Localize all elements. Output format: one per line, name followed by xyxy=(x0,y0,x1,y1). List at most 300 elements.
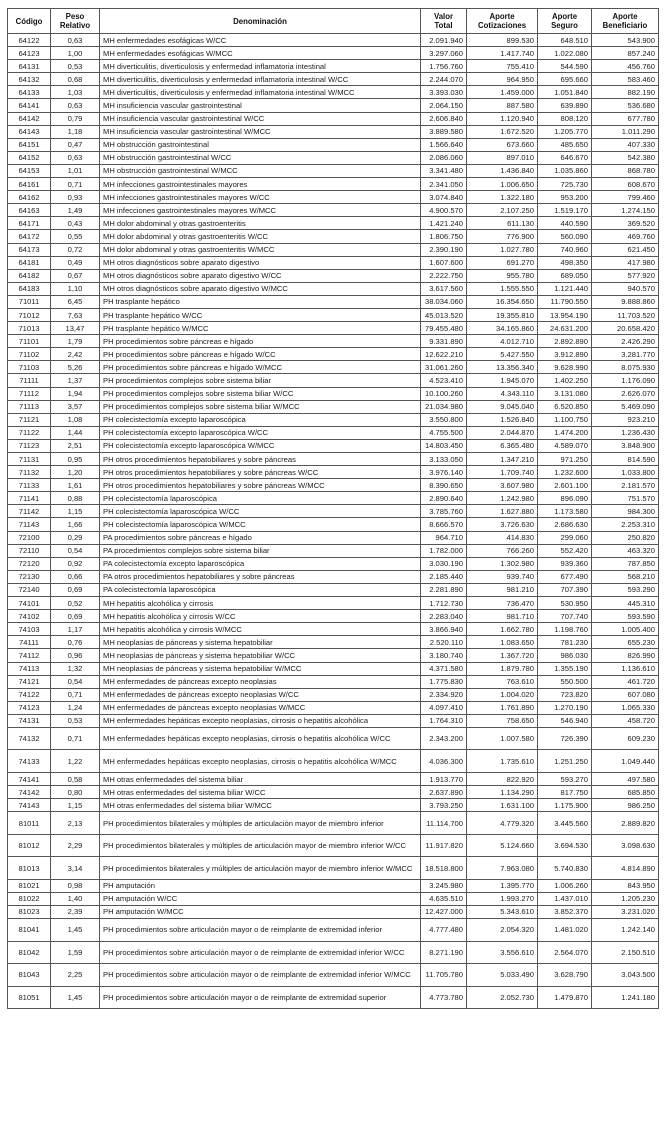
cell-codigo: 64162 xyxy=(8,191,51,204)
cell-peso-relativo: 2,51 xyxy=(51,439,100,452)
cell-aporte-beneficiario: 1.236.430 xyxy=(592,426,659,439)
cell-aporte-beneficiario: 3.281.770 xyxy=(592,348,659,361)
cell-aporte-seguro: 939.360 xyxy=(538,557,592,570)
cell-aporte-seguro: 299.060 xyxy=(538,531,592,544)
cell-aporte-cotizaciones: 1.436.840 xyxy=(467,164,538,177)
header-codigo: Código xyxy=(8,9,51,34)
cell-codigo: 81021 xyxy=(8,879,51,892)
cell-peso-relativo: 1,45 xyxy=(51,986,100,1009)
cell-denominacion: PH colecistectomía laparoscópica xyxy=(100,492,421,505)
cell-peso-relativo: 1,17 xyxy=(51,623,100,636)
cell-aporte-seguro: 953.200 xyxy=(538,191,592,204)
header-aporte-cotizaciones: Aporte Cotizaciones xyxy=(467,9,538,34)
cell-aporte-cotizaciones: 939.740 xyxy=(467,570,538,583)
cell-aporte-beneficiario: 608.670 xyxy=(592,178,659,191)
cell-aporte-beneficiario: 417.980 xyxy=(592,256,659,269)
cell-valor-total: 4.036.300 xyxy=(421,750,467,773)
cell-aporte-beneficiario: 843.950 xyxy=(592,879,659,892)
cell-denominacion: PH procedimientos bilaterales y múltiples de articulación mayor de miembro inferior W/CC xyxy=(100,834,421,857)
table-row xyxy=(8,125,659,138)
table-row xyxy=(8,230,659,243)
cell-peso-relativo: 1,59 xyxy=(51,941,100,964)
header-valor-total: Valor Total xyxy=(421,9,467,34)
cell-aporte-cotizaciones: 414.830 xyxy=(467,531,538,544)
table-row xyxy=(8,348,659,361)
cell-aporte-seguro: 639.890 xyxy=(538,99,592,112)
cell-valor-total: 1.421.240 xyxy=(421,217,467,230)
cell-aporte-cotizaciones: 897.010 xyxy=(467,151,538,164)
table-row xyxy=(8,570,659,583)
cell-denominacion: PH procedimientos sobre articulación mayor o de reimplante de extremidad superior xyxy=(100,986,421,1009)
cell-aporte-cotizaciones: 887.580 xyxy=(467,99,538,112)
cell-peso-relativo: 0,95 xyxy=(51,453,100,466)
cell-aporte-seguro: 11.790.550 xyxy=(538,295,592,308)
cell-denominacion: MH neoplasias de páncreas y sistema hepatobiliar W/MCC xyxy=(100,662,421,675)
cell-valor-total: 3.785.760 xyxy=(421,505,467,518)
cell-codigo: 81013 xyxy=(8,857,51,880)
cell-aporte-beneficiario: 407.330 xyxy=(592,138,659,151)
table-row xyxy=(8,812,659,835)
cell-aporte-cotizaciones: 1.735.610 xyxy=(467,750,538,773)
cell-valor-total: 964.710 xyxy=(421,531,467,544)
cell-valor-total: 3.889.580 xyxy=(421,125,467,138)
cell-codigo: 71103 xyxy=(8,361,51,374)
cell-valor-total: 79.455.480 xyxy=(421,322,467,335)
cell-codigo: 64123 xyxy=(8,47,51,60)
cell-aporte-cotizaciones: 2.107.250 xyxy=(467,204,538,217)
cell-codigo: 74142 xyxy=(8,786,51,799)
cell-denominacion: MH insuficiencia vascular gastrointestinal xyxy=(100,99,421,112)
cell-denominacion: PA colecistectomía laparoscópica xyxy=(100,583,421,596)
cell-aporte-seguro: 498.350 xyxy=(538,256,592,269)
cell-aporte-cotizaciones: 1.367.720 xyxy=(467,649,538,662)
table-row xyxy=(8,387,659,400)
cell-codigo: 64122 xyxy=(8,34,51,47)
cell-peso-relativo: 1,01 xyxy=(51,164,100,177)
cell-denominacion: MH diverticulitis, diverticulosis y enfermedad inflamatoria intestinal xyxy=(100,60,421,73)
cell-aporte-cotizaciones: 822.920 xyxy=(467,772,538,785)
cell-denominacion: MH obstrucción gastrointestinal W/MCC xyxy=(100,164,421,177)
cell-aporte-cotizaciones: 1.879.780 xyxy=(467,662,538,675)
cell-valor-total: 2.244.070 xyxy=(421,73,467,86)
cell-aporte-seguro: 544.590 xyxy=(538,60,592,73)
cell-aporte-beneficiario: 250.820 xyxy=(592,531,659,544)
cell-aporte-cotizaciones: 1.631.100 xyxy=(467,799,538,812)
header-aporte-beneficiario: Aporte Beneficiario xyxy=(592,9,659,34)
cell-denominacion: PH otros procedimientos hepatobiliares y sobre páncreas xyxy=(100,453,421,466)
cell-valor-total: 10.100.260 xyxy=(421,387,467,400)
cell-codigo: 74111 xyxy=(8,636,51,649)
cell-aporte-beneficiario: 20.658.420 xyxy=(592,322,659,335)
cell-valor-total: 2.343.200 xyxy=(421,727,467,750)
table-row xyxy=(8,879,659,892)
cell-valor-total: 3.866.940 xyxy=(421,623,467,636)
cell-aporte-beneficiario: 826.990 xyxy=(592,649,659,662)
cell-aporte-cotizaciones: 1.555.550 xyxy=(467,282,538,295)
cell-aporte-beneficiario: 463.320 xyxy=(592,544,659,557)
cell-aporte-seguro: 1.006.260 xyxy=(538,879,592,892)
cell-aporte-cotizaciones: 1.672.520 xyxy=(467,125,538,138)
cell-peso-relativo: 0,49 xyxy=(51,256,100,269)
cell-codigo: 74143 xyxy=(8,799,51,812)
cell-aporte-beneficiario: 621.450 xyxy=(592,243,659,256)
cell-denominacion: MH dolor abdominal y otras gastroenteritis W/MCC xyxy=(100,243,421,256)
cell-aporte-seguro: 1.173.580 xyxy=(538,505,592,518)
cell-peso-relativo: 0,68 xyxy=(51,73,100,86)
cell-aporte-seguro: 4.589.070 xyxy=(538,439,592,452)
table-row xyxy=(8,964,659,987)
cell-aporte-seguro: 1.251.250 xyxy=(538,750,592,773)
cell-codigo: 64133 xyxy=(8,86,51,99)
cell-aporte-cotizaciones: 3.607.980 xyxy=(467,479,538,492)
cell-aporte-seguro: 440.590 xyxy=(538,217,592,230)
cell-peso-relativo: 0,63 xyxy=(51,34,100,47)
table-row xyxy=(8,941,659,964)
cell-peso-relativo: 3,14 xyxy=(51,857,100,880)
cell-denominacion: PH amputación W/MCC xyxy=(100,905,421,918)
cell-aporte-cotizaciones: 691.270 xyxy=(467,256,538,269)
cell-aporte-seguro: 593.270 xyxy=(538,772,592,785)
cell-aporte-cotizaciones: 1.004.020 xyxy=(467,688,538,701)
cell-codigo: 64131 xyxy=(8,60,51,73)
cell-peso-relativo: 0,76 xyxy=(51,636,100,649)
cell-codigo: 71122 xyxy=(8,426,51,439)
cell-aporte-cotizaciones: 13.356.340 xyxy=(467,361,538,374)
cell-aporte-seguro: 1.270.190 xyxy=(538,701,592,714)
cell-valor-total: 1.806.750 xyxy=(421,230,467,243)
table-row xyxy=(8,86,659,99)
cell-codigo: 81051 xyxy=(8,986,51,1009)
cell-aporte-cotizaciones: 3.726.630 xyxy=(467,518,538,531)
cell-valor-total: 2.890.640 xyxy=(421,492,467,505)
cell-denominacion: MH hepatitis alcohólica y cirrosis xyxy=(100,597,421,610)
table-row xyxy=(8,701,659,714)
cell-denominacion: PH amputación W/CC xyxy=(100,892,421,905)
cell-aporte-seguro: 723.820 xyxy=(538,688,592,701)
cell-aporte-seguro: 707.390 xyxy=(538,583,592,596)
cell-aporte-beneficiario: 445.310 xyxy=(592,597,659,610)
cell-aporte-cotizaciones: 766.260 xyxy=(467,544,538,557)
cell-valor-total: 3.793.250 xyxy=(421,799,467,812)
cell-aporte-seguro: 1.481.020 xyxy=(538,919,592,942)
table-row xyxy=(8,466,659,479)
table-row xyxy=(8,217,659,230)
cell-denominacion: MH enfermedades de páncreas excepto neoplasias W/CC xyxy=(100,688,421,701)
cell-aporte-beneficiario: 685.850 xyxy=(592,786,659,799)
cell-aporte-cotizaciones: 1.120.940 xyxy=(467,112,538,125)
cell-denominacion: MH hepatitis alcohólica y cirrosis W/MCC xyxy=(100,623,421,636)
cell-valor-total: 45.013.520 xyxy=(421,308,467,321)
cell-aporte-seguro: 2.892.890 xyxy=(538,335,592,348)
cell-aporte-seguro: 9.628.990 xyxy=(538,361,592,374)
cell-peso-relativo: 0,79 xyxy=(51,112,100,125)
cell-aporte-beneficiario: 593.290 xyxy=(592,583,659,596)
cell-denominacion: PH procedimientos bilaterales y múltiples de articulación mayor de miembro inferior xyxy=(100,812,421,835)
cell-valor-total: 2.606.840 xyxy=(421,112,467,125)
cell-aporte-seguro: 2.686.630 xyxy=(538,518,592,531)
cell-valor-total: 4.097.410 xyxy=(421,701,467,714)
cell-aporte-beneficiario: 497.580 xyxy=(592,772,659,785)
cell-peso-relativo: 1,20 xyxy=(51,466,100,479)
table-row xyxy=(8,772,659,785)
table-row xyxy=(8,112,659,125)
cell-peso-relativo: 2,42 xyxy=(51,348,100,361)
cell-peso-relativo: 0,54 xyxy=(51,544,100,557)
cell-aporte-beneficiario: 677.780 xyxy=(592,112,659,125)
cell-aporte-seguro: 3.852.370 xyxy=(538,905,592,918)
cell-valor-total: 1.913.770 xyxy=(421,772,467,785)
cell-aporte-seguro: 1.022.080 xyxy=(538,47,592,60)
cell-aporte-beneficiario: 369.520 xyxy=(592,217,659,230)
cell-aporte-beneficiario: 2.181.570 xyxy=(592,479,659,492)
cell-aporte-beneficiario: 814.590 xyxy=(592,453,659,466)
table-row xyxy=(8,544,659,557)
cell-peso-relativo: 1,22 xyxy=(51,750,100,773)
cell-valor-total: 31.061.260 xyxy=(421,361,467,374)
table-row xyxy=(8,361,659,374)
cell-aporte-beneficiario: 607.080 xyxy=(592,688,659,701)
cell-codigo: 64161 xyxy=(8,178,51,191)
cell-aporte-seguro: 485.650 xyxy=(538,138,592,151)
table-header-row xyxy=(8,9,659,34)
cell-aporte-seguro: 1.519.170 xyxy=(538,204,592,217)
table-row xyxy=(8,243,659,256)
cell-codigo: 64173 xyxy=(8,243,51,256)
cell-denominacion: MH infecciones gastrointestinales mayores W/CC xyxy=(100,191,421,204)
cell-denominacion: PH colecistectomía excepto laparoscópica xyxy=(100,413,421,426)
cell-denominacion: PH procedimientos sobre articulación mayor o de reimplante de extremidad inferior W/CC xyxy=(100,941,421,964)
cell-peso-relativo: 0,66 xyxy=(51,570,100,583)
cell-aporte-seguro: 971.250 xyxy=(538,453,592,466)
cell-codigo: 81043 xyxy=(8,964,51,987)
table-row xyxy=(8,269,659,282)
cell-aporte-beneficiario: 1.005.400 xyxy=(592,623,659,636)
cell-aporte-cotizaciones: 1.417.740 xyxy=(467,47,538,60)
cell-valor-total: 11.917.820 xyxy=(421,834,467,857)
cell-denominacion: MH diverticulitis, diverticulosis y enfermedad inflamatoria intestinal W/CC xyxy=(100,73,421,86)
cell-denominacion: PH procedimientos sobre articulación mayor o de reimplante de extremidad inferior xyxy=(100,919,421,942)
cell-valor-total: 1.764.310 xyxy=(421,714,467,727)
cell-codigo: 71113 xyxy=(8,400,51,413)
cell-peso-relativo: 0,88 xyxy=(51,492,100,505)
table-row xyxy=(8,453,659,466)
cell-aporte-seguro: 13.954.190 xyxy=(538,308,592,321)
cell-peso-relativo: 0,63 xyxy=(51,99,100,112)
cell-peso-relativo: 0,52 xyxy=(51,597,100,610)
cell-denominacion: PH colecistectomía excepto laparoscópica W/MCC xyxy=(100,439,421,452)
cell-aporte-beneficiario: 543.900 xyxy=(592,34,659,47)
cell-denominacion: PH colecistectomía excepto laparoscópica W/CC xyxy=(100,426,421,439)
cell-valor-total: 2.222.750 xyxy=(421,269,467,282)
cell-valor-total: 4.777.480 xyxy=(421,919,467,942)
cell-aporte-cotizaciones: 5.343.610 xyxy=(467,905,538,918)
cell-aporte-beneficiario: 787.850 xyxy=(592,557,659,570)
cell-denominacion: MH otras enfermedades del sistema biliar xyxy=(100,772,421,785)
cell-denominacion: PH otros procedimientos hepatobiliares y sobre páncreas W/MCC xyxy=(100,479,421,492)
cell-peso-relativo: 0,71 xyxy=(51,727,100,750)
cell-denominacion: MH hepatitis alcohólica y cirrosis W/CC xyxy=(100,610,421,623)
cell-aporte-cotizaciones: 2.052.730 xyxy=(467,986,538,1009)
cell-aporte-seguro: 3.628.790 xyxy=(538,964,592,987)
cell-valor-total: 2.637.890 xyxy=(421,786,467,799)
cell-aporte-cotizaciones: 1.627.880 xyxy=(467,505,538,518)
cell-valor-total: 12.622.210 xyxy=(421,348,467,361)
cell-aporte-cotizaciones: 1.007.580 xyxy=(467,727,538,750)
cell-denominacion: PH colecistectomía laparoscópica W/CC xyxy=(100,505,421,518)
table-row xyxy=(8,400,659,413)
cell-aporte-beneficiario: 2.253.310 xyxy=(592,518,659,531)
cell-codigo: 64152 xyxy=(8,151,51,164)
cell-valor-total: 2.064.150 xyxy=(421,99,467,112)
cell-codigo: 71112 xyxy=(8,387,51,400)
cell-codigo: 71121 xyxy=(8,413,51,426)
cell-aporte-seguro: 1.121.440 xyxy=(538,282,592,295)
cell-aporte-seguro: 1.100.750 xyxy=(538,413,592,426)
table-row xyxy=(8,727,659,750)
cell-codigo: 71141 xyxy=(8,492,51,505)
cell-aporte-beneficiario: 593.590 xyxy=(592,610,659,623)
cell-peso-relativo: 1,15 xyxy=(51,799,100,812)
cell-aporte-cotizaciones: 1.134.290 xyxy=(467,786,538,799)
cell-aporte-beneficiario: 469.760 xyxy=(592,230,659,243)
cell-denominacion: MH neoplasias de páncreas y sistema hepatobiliar xyxy=(100,636,421,649)
cell-aporte-beneficiario: 923.210 xyxy=(592,413,659,426)
cell-aporte-beneficiario: 11.703.520 xyxy=(592,308,659,321)
cell-peso-relativo: 0,96 xyxy=(51,649,100,662)
table-row xyxy=(8,662,659,675)
cell-aporte-beneficiario: 4.814.890 xyxy=(592,857,659,880)
cell-valor-total: 3.074.840 xyxy=(421,191,467,204)
cell-peso-relativo: 1,32 xyxy=(51,662,100,675)
cell-peso-relativo: 2,13 xyxy=(51,812,100,835)
cell-aporte-beneficiario: 3.231.020 xyxy=(592,905,659,918)
cell-denominacion: PH procedimientos complejos sobre sistema biliar xyxy=(100,374,421,387)
cell-aporte-cotizaciones: 1.945.070 xyxy=(467,374,538,387)
cell-denominacion: MH infecciones gastrointestinales mayores W/MCC xyxy=(100,204,421,217)
cell-codigo: 64153 xyxy=(8,164,51,177)
cell-peso-relativo: 0,71 xyxy=(51,688,100,701)
table-row xyxy=(8,714,659,727)
cell-valor-total: 4.523.410 xyxy=(421,374,467,387)
cell-aporte-beneficiario: 984.300 xyxy=(592,505,659,518)
cell-codigo: 81023 xyxy=(8,905,51,918)
cell-denominacion: PA procedimientos complejos sobre sistema biliar xyxy=(100,544,421,557)
cell-aporte-cotizaciones: 3.556.610 xyxy=(467,941,538,964)
cell-aporte-cotizaciones: 4.012.710 xyxy=(467,335,538,348)
cell-aporte-cotizaciones: 981.210 xyxy=(467,583,538,596)
cell-aporte-seguro: 725.730 xyxy=(538,178,592,191)
cell-aporte-cotizaciones: 16.354.650 xyxy=(467,295,538,308)
cell-denominacion: PH amputación xyxy=(100,879,421,892)
cell-aporte-beneficiario: 458.720 xyxy=(592,714,659,727)
cell-aporte-seguro: 817.750 xyxy=(538,786,592,799)
table-row xyxy=(8,34,659,47)
cell-aporte-cotizaciones: 1.662.780 xyxy=(467,623,538,636)
cell-denominacion: MH obstrucción gastrointestinal W/CC xyxy=(100,151,421,164)
cell-aporte-beneficiario: 2.426.290 xyxy=(592,335,659,348)
cell-aporte-beneficiario: 1.241.180 xyxy=(592,986,659,1009)
cell-peso-relativo: 0,80 xyxy=(51,786,100,799)
cell-peso-relativo: 1,15 xyxy=(51,505,100,518)
table-row xyxy=(8,610,659,623)
cell-aporte-seguro: 677.490 xyxy=(538,570,592,583)
cell-aporte-beneficiario: 1.033.800 xyxy=(592,466,659,479)
cell-aporte-cotizaciones: 2.044.870 xyxy=(467,426,538,439)
cell-codigo: 71013 xyxy=(8,322,51,335)
cell-aporte-cotizaciones: 899.530 xyxy=(467,34,538,47)
cell-codigo: 74122 xyxy=(8,688,51,701)
cell-denominacion: MH dolor abdominal y otras gastroenteritis xyxy=(100,217,421,230)
cell-aporte-beneficiario: 8.075.930 xyxy=(592,361,659,374)
cell-peso-relativo: 1,44 xyxy=(51,426,100,439)
cell-aporte-beneficiario: 536.680 xyxy=(592,99,659,112)
grd-price-table xyxy=(7,8,659,1009)
cell-codigo: 64141 xyxy=(8,99,51,112)
cell-valor-total: 1.566.640 xyxy=(421,138,467,151)
cell-aporte-seguro: 3.694.530 xyxy=(538,834,592,857)
cell-denominacion: MH otros diagnósticos sobre aparato digestivo W/MCC xyxy=(100,282,421,295)
cell-codigo: 71143 xyxy=(8,518,51,531)
cell-aporte-beneficiario: 751.570 xyxy=(592,492,659,505)
cell-valor-total: 2.091.940 xyxy=(421,34,467,47)
cell-aporte-seguro: 560.090 xyxy=(538,230,592,243)
cell-peso-relativo: 0,47 xyxy=(51,138,100,151)
cell-denominacion: PA otros procedimientos hepatobiliares y sobre páncreas xyxy=(100,570,421,583)
cell-valor-total: 4.635.510 xyxy=(421,892,467,905)
cell-aporte-beneficiario: 2.150.510 xyxy=(592,941,659,964)
cell-codigo: 81011 xyxy=(8,812,51,835)
cell-denominacion: MH enfermedades hepáticas excepto neoplasias, cirrosis o hepatitis alcohólica W/CC xyxy=(100,727,421,750)
cell-valor-total: 2.341.050 xyxy=(421,178,467,191)
cell-aporte-beneficiario: 1.011.290 xyxy=(592,125,659,138)
cell-aporte-seguro: 1.035.860 xyxy=(538,164,592,177)
table-row xyxy=(8,786,659,799)
cell-codigo: 74141 xyxy=(8,772,51,785)
cell-codigo: 71132 xyxy=(8,466,51,479)
cell-aporte-cotizaciones: 1.459.000 xyxy=(467,86,538,99)
cell-peso-relativo: 1,00 xyxy=(51,47,100,60)
cell-aporte-seguro: 2.564.070 xyxy=(538,941,592,964)
cell-aporte-cotizaciones: 758.650 xyxy=(467,714,538,727)
cell-valor-total: 11.114.700 xyxy=(421,812,467,835)
cell-aporte-beneficiario: 609.230 xyxy=(592,727,659,750)
cell-aporte-beneficiario: 3.848.900 xyxy=(592,439,659,452)
cell-denominacion: MH neoplasias de páncreas y sistema hepatobiliar W/CC xyxy=(100,649,421,662)
cell-codigo: 81041 xyxy=(8,919,51,942)
cell-codigo: 71012 xyxy=(8,308,51,321)
cell-codigo: 64172 xyxy=(8,230,51,243)
cell-aporte-beneficiario: 1.205.230 xyxy=(592,892,659,905)
table-row xyxy=(8,492,659,505)
cell-valor-total: 3.297.060 xyxy=(421,47,467,60)
cell-aporte-cotizaciones: 19.355.810 xyxy=(467,308,538,321)
cell-peso-relativo: 0,92 xyxy=(51,557,100,570)
cell-peso-relativo: 1,18 xyxy=(51,125,100,138)
table-row xyxy=(8,986,659,1009)
cell-denominacion: MH otros diagnósticos sobre aparato digestivo W/CC xyxy=(100,269,421,282)
cell-valor-total: 2.185.440 xyxy=(421,570,467,583)
cell-aporte-beneficiario: 568.210 xyxy=(592,570,659,583)
cell-peso-relativo: 1,49 xyxy=(51,204,100,217)
cell-aporte-beneficiario: 868.780 xyxy=(592,164,659,177)
cell-aporte-seguro: 1.402.250 xyxy=(538,374,592,387)
table-row xyxy=(8,151,659,164)
cell-codigo: 72130 xyxy=(8,570,51,583)
cell-aporte-cotizaciones: 955.780 xyxy=(467,269,538,282)
cell-aporte-seguro: 646.670 xyxy=(538,151,592,164)
cell-aporte-seguro: 1.474.200 xyxy=(538,426,592,439)
cell-aporte-beneficiario: 1.274.150 xyxy=(592,204,659,217)
